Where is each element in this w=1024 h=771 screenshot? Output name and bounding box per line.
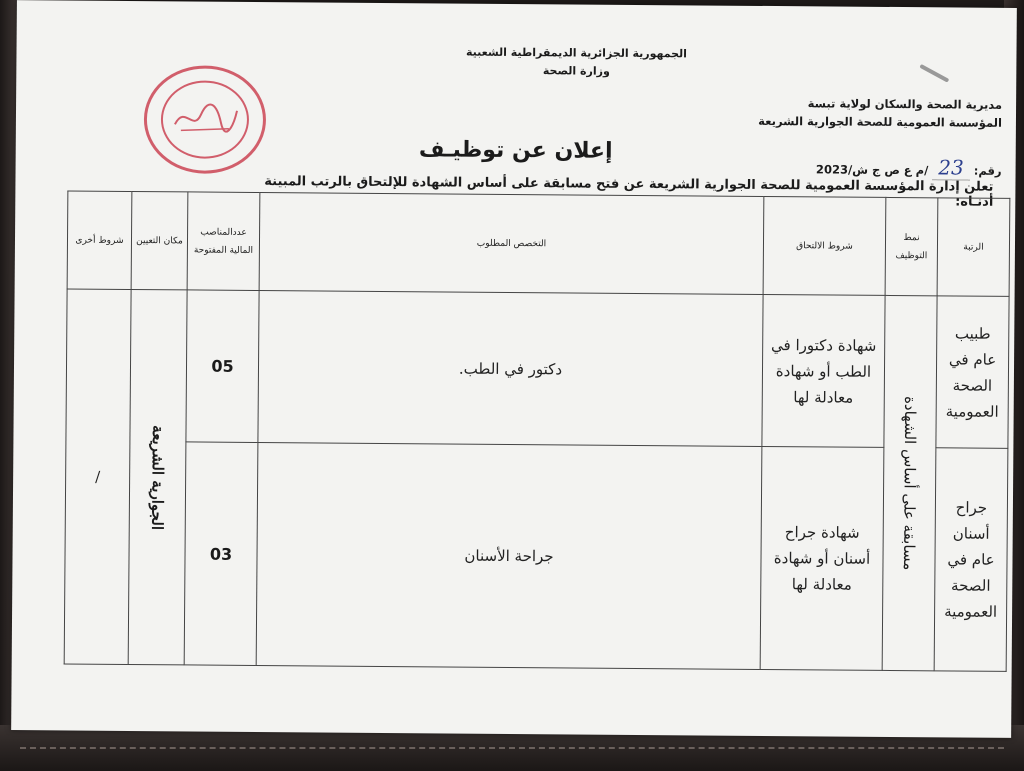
- other-cell: /: [64, 289, 131, 664]
- header-mode: نمط التوظيف: [885, 197, 938, 296]
- ref-number-handwritten: 23: [932, 155, 970, 180]
- mode-cell: [882, 296, 937, 671]
- rank-cell: طبيب عام في الصحة العمومية: [936, 296, 1009, 448]
- republic-header: [416, 43, 736, 82]
- table-row: [64, 441, 1008, 671]
- reference-number: [702, 153, 1002, 179]
- header-place: مكان التعيين: [131, 191, 188, 290]
- institution-name: المؤسسة العمومية للصحة الجوارية الشريعة: [758, 113, 1003, 130]
- conditions-cell: شهادة جراح أسنان أو شهادة معادلة لها: [760, 447, 884, 671]
- page-title: إعلان عن توظيـف: [418, 137, 613, 164]
- official-stamp-icon: [144, 65, 267, 174]
- place-text: الجوارية الشريعة: [148, 424, 168, 530]
- header-rank: الرتبة: [937, 198, 1010, 297]
- intro-paragraph: تعلن إدارة المؤسسة العمومية للصحة الجوارية الشريعة عن فتح مسابقة على أساس الشهادة للإلتحاق بالرتب المبينة أدنـاه:: [264, 174, 994, 210]
- place-cell: [128, 290, 187, 665]
- ministry-name: وزارة الصحة: [542, 64, 610, 78]
- signature-icon: [171, 98, 241, 139]
- mode-text: مسابقة على أساس الشهادة: [899, 396, 920, 571]
- positions-table: [64, 190, 1011, 671]
- rank-cell: جراح أسنان عام في الصحة العمومية: [934, 448, 1008, 671]
- republic-name: الجمهورية الجزائرية الديمقراطية الشعبية: [465, 45, 688, 61]
- posts-cell: 05: [186, 290, 259, 442]
- table-row: [66, 289, 1009, 448]
- conditions-cell: شهادة دكتورا في الطب أو شهادة معادلة لها: [762, 295, 885, 448]
- directorate-name: مديرية الصحة والسكان لولاية تبسة: [807, 96, 1003, 112]
- paper-clip-icon: [919, 64, 949, 83]
- ref-prefix: رقم:: [973, 163, 1002, 178]
- table-header-row: [67, 191, 1010, 297]
- specialty-cell: جراحة الأسنان: [256, 443, 762, 670]
- ref-suffix: /م ع ص ج ش/2023: [815, 162, 929, 178]
- header-specialty: التخصص المطلوب: [259, 192, 764, 294]
- header-posts: عددالمناصب المالية المفتوحة: [187, 192, 260, 291]
- institution-header: [702, 93, 1002, 131]
- posts-cell: 03: [184, 442, 258, 665]
- header-conditions: شروط الالتحاق: [763, 196, 886, 295]
- header-other: شروط أخرى: [67, 191, 132, 290]
- announcement-sheet: [11, 0, 1017, 738]
- specialty-cell: دكتور في الطب.: [258, 291, 763, 447]
